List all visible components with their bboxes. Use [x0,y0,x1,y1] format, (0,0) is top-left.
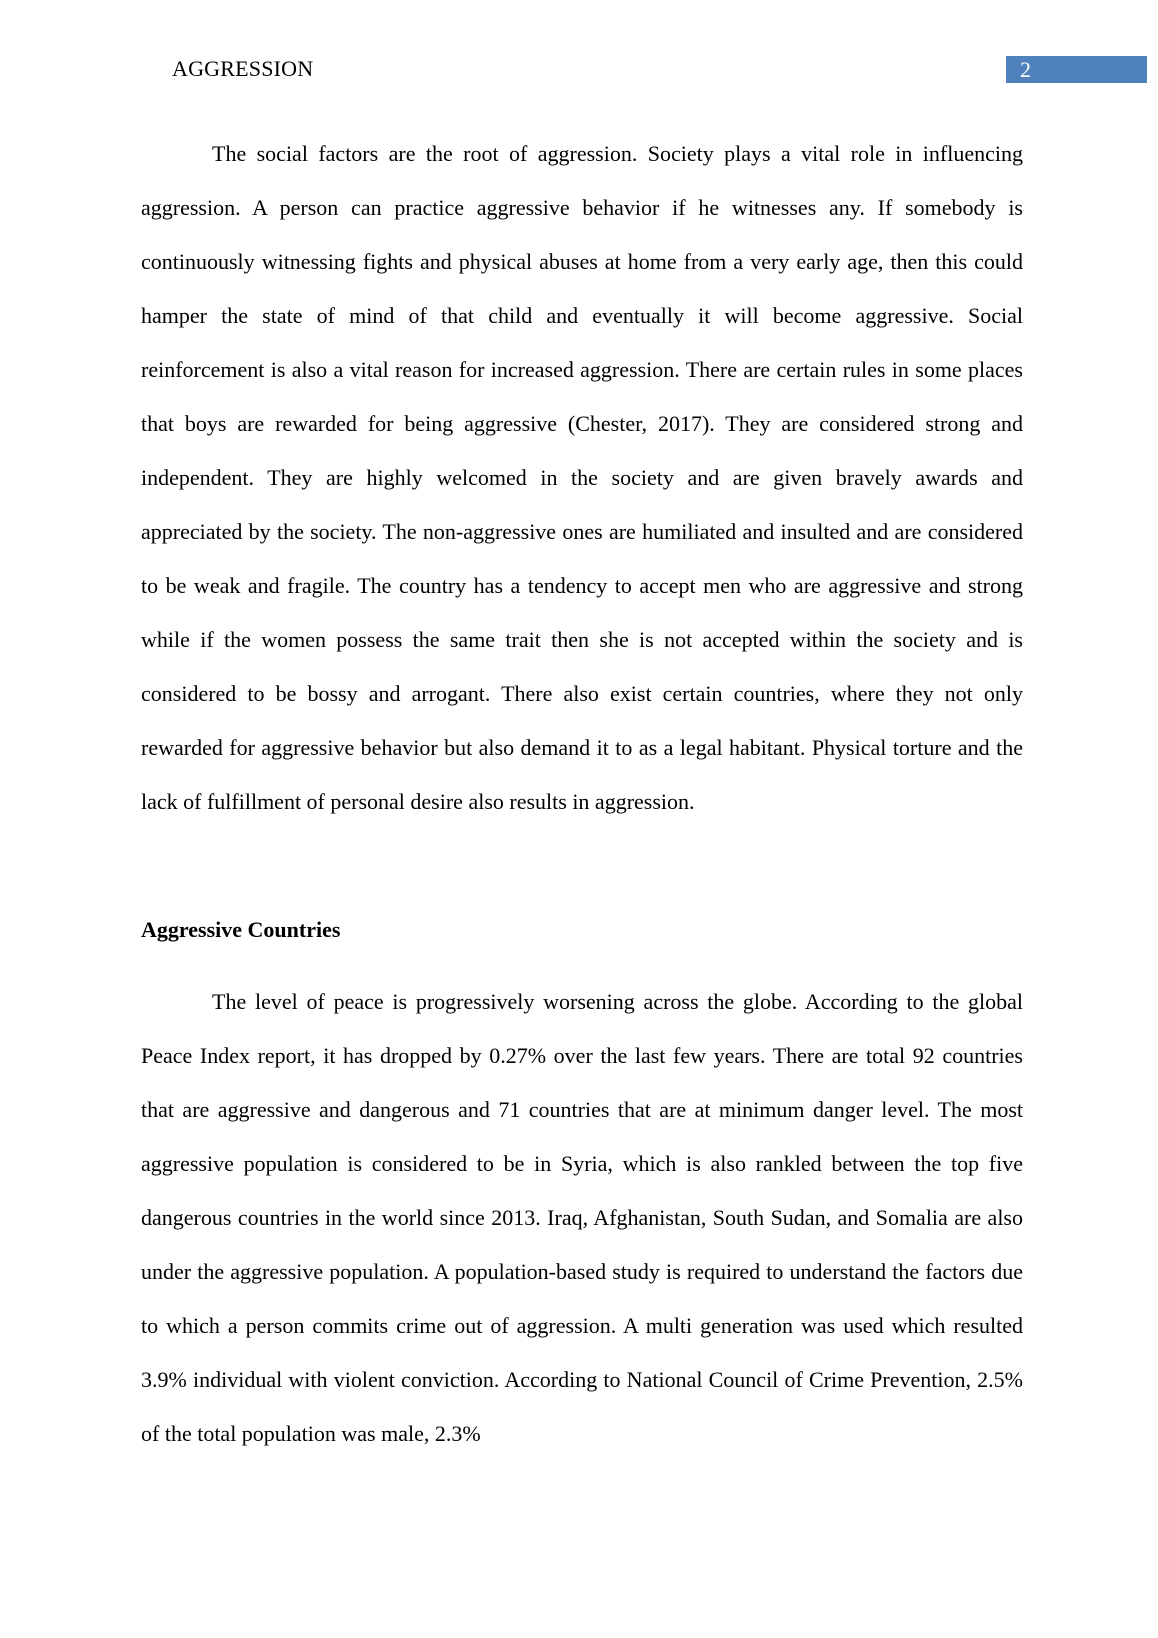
body-paragraph-aggressive-countries: The level of peace is progressively worsening across the globe. According to the global Peace Index report, it has dropped by 0.27% over the last few years. There are total 92 countries that are aggressive and dangerous and 71 countries that are at minimum danger level. The most aggressive population is considered to be in Syria, which is also rankled between the top five dangerous countries in the world since 2013. Iraq, Afghanistan, South Sudan, and Somalia are also under the aggressive population. A population-based study is required to understand the factors due to which a person commits crime out of aggression. A multi generation was used which resulted 3.9% individual with violent conviction. According to National Council of Crime Prevention, 2.5% of the total population was male, 2.3% [141,989,1023,1446]
page-number: 2 [1006,56,1147,83]
running-head: AGGRESSION [172,56,314,81]
section-heading-aggressive-countries: Aggressive Countries [141,917,341,942]
body-paragraph-social-factors: The social factors are the root of aggression. Society plays a vital role in influencing aggression. A person can practice aggressive behavior if he witnesses any. If somebody is continuously witnessing fights and physical abuses at home from a very early age, then this could hamper the state of mind of that child and eventually it will become aggressive. Social reinforcement is also a vital reason for increased aggression. There are certain rules in some places that boys are rewarded for being aggressive (Chester, 2017). They are considered strong and independent. They are highly welcomed in the society and are given bravely awards and appreciated by the society. The non-aggressive ones are humiliated and insulted and are considered to be weak and fragile. The country has a tendency to accept men who are aggressive and strong while if the women possess the same trait then she is not accepted within the society and is considered to be bossy and arrogant. There also exist certain countries, where they not only rewarded for aggressive behavior but also demand it to as a legal habitant. Physical torture and the lack of fulfillment of personal desire also results in aggression. [141,141,1023,814]
